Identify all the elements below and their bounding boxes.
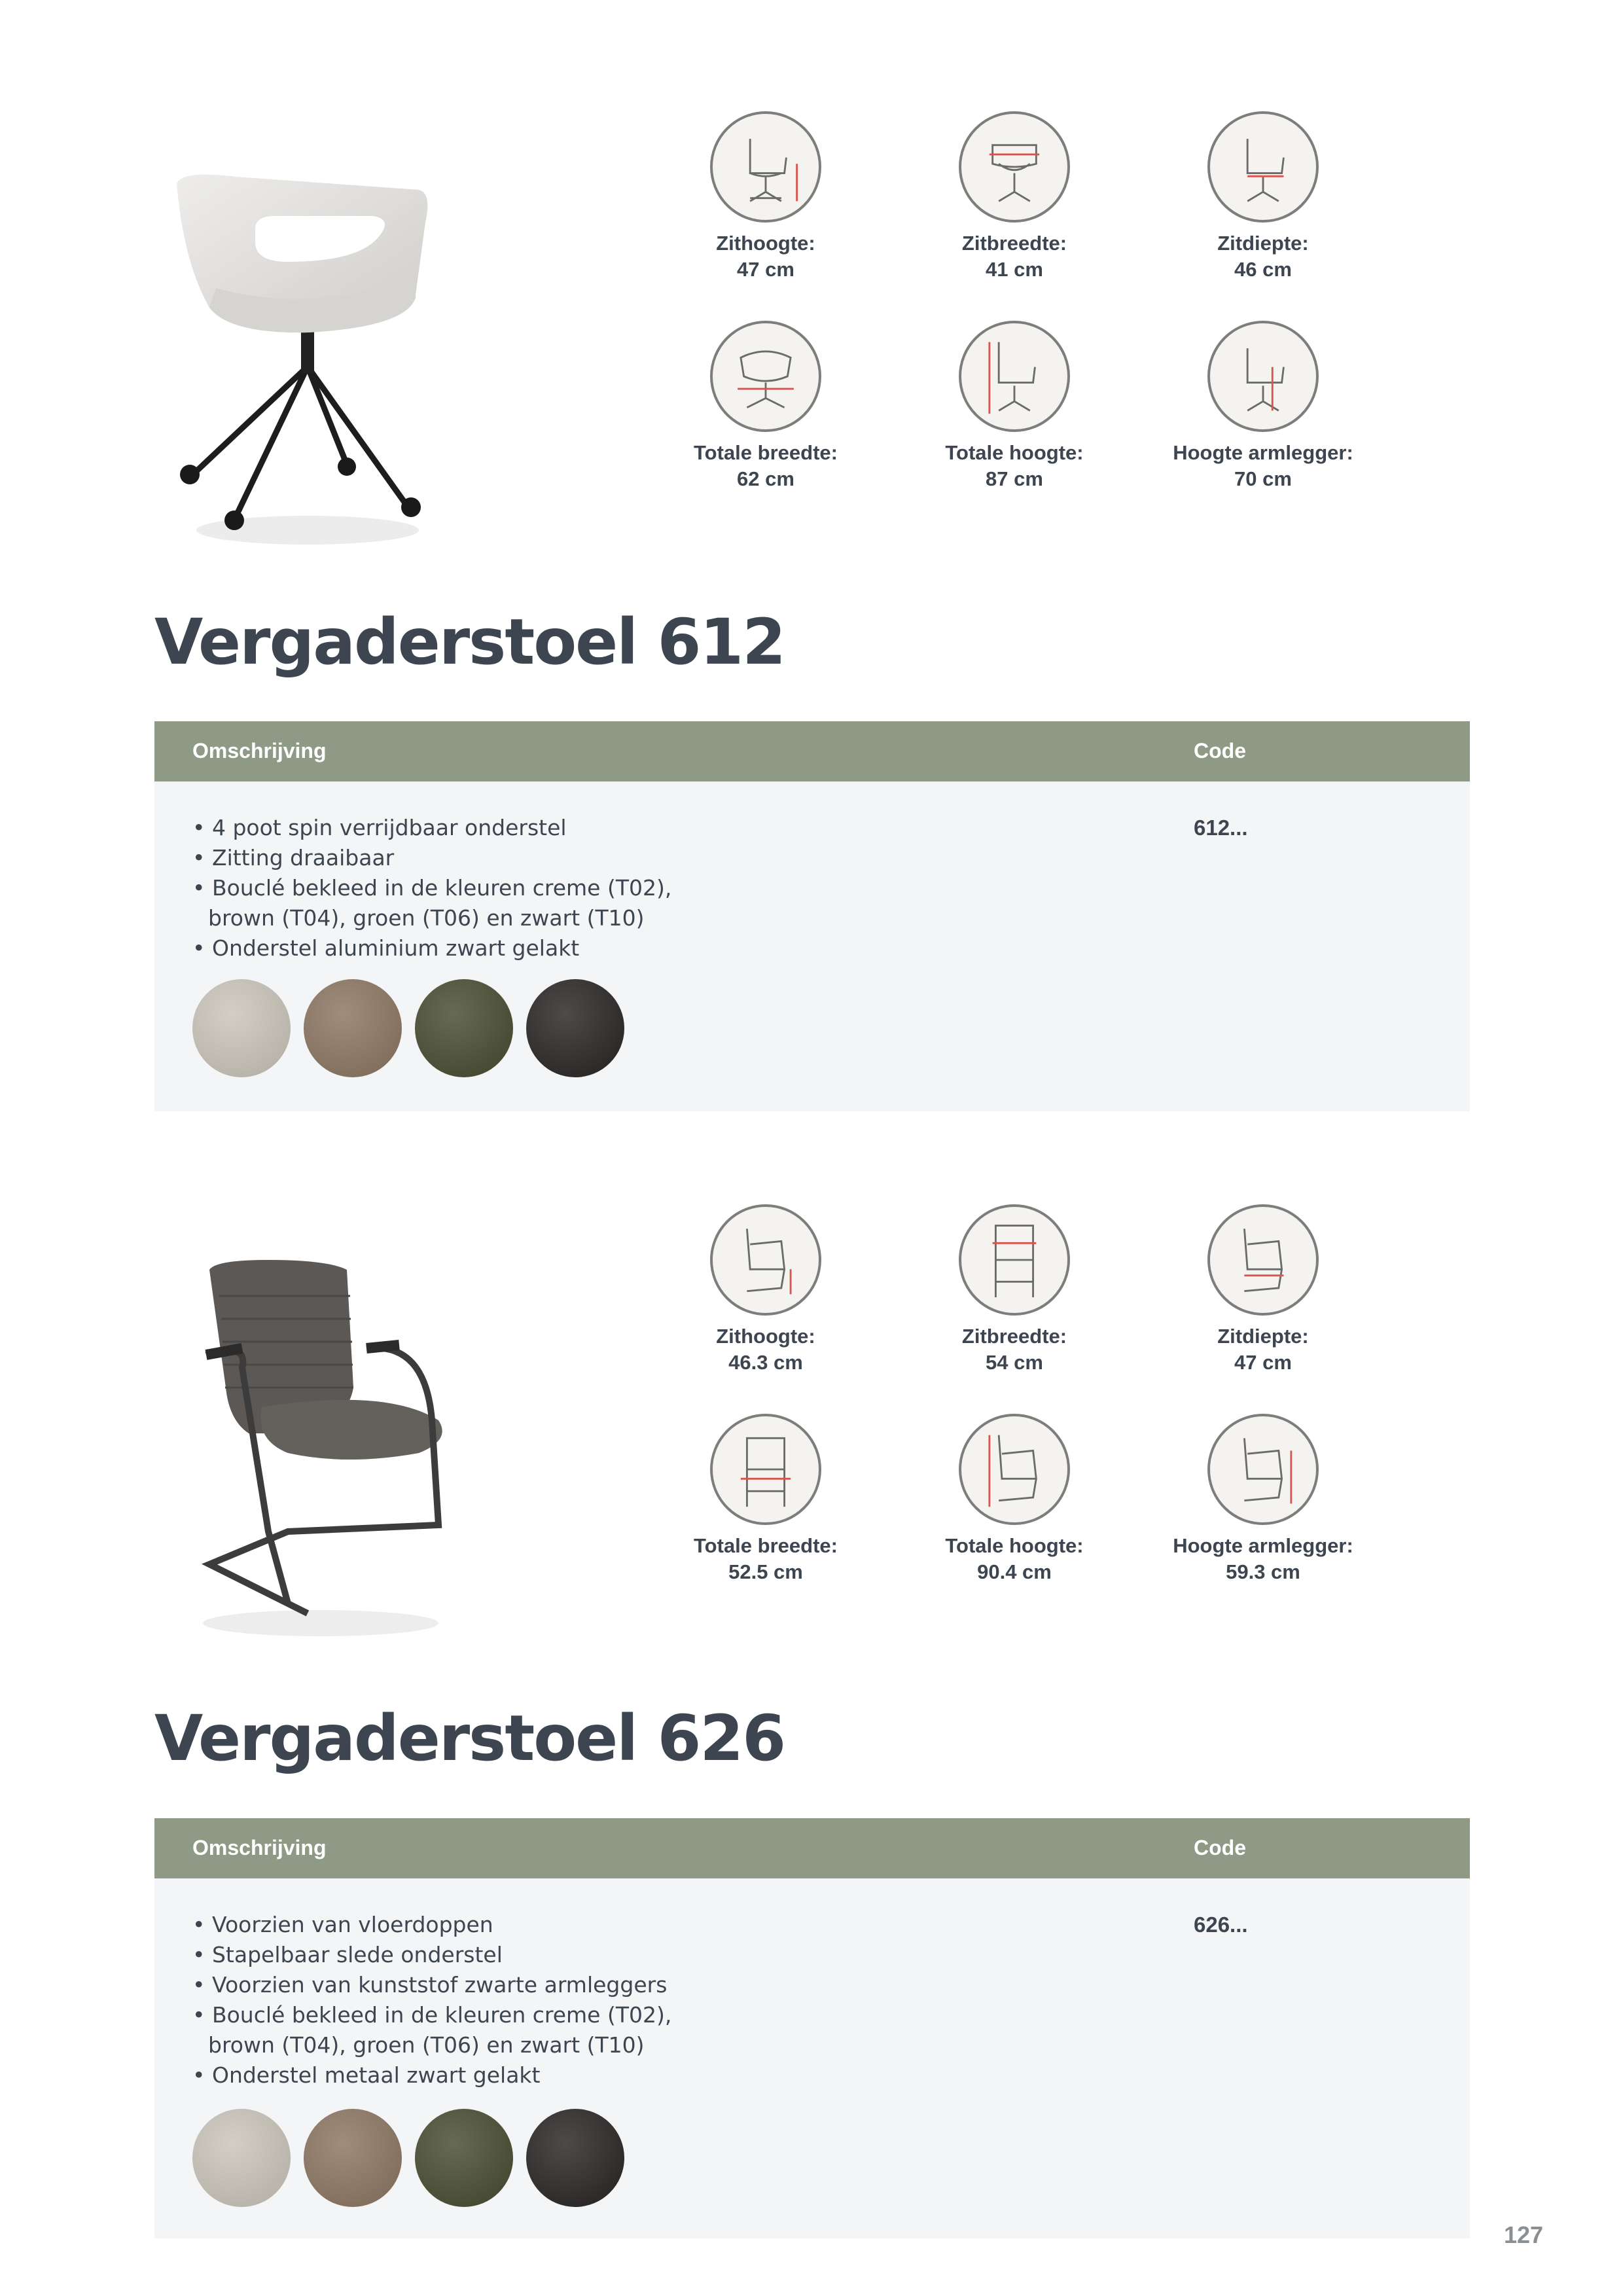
swatch-green <box>415 2109 513 2207</box>
spec-armrest-height <box>1139 1414 1387 1585</box>
swatch-black <box>526 979 624 1077</box>
product-title: Vergaderstoel 626 <box>154 1702 785 1775</box>
spec-label: Zithoogte: <box>716 232 815 255</box>
total-height-icon <box>959 1414 1070 1525</box>
description-item: • Voorzien van kunststof zwarte armleggers <box>192 1970 690 2000</box>
spec-value: 62 cm <box>737 467 794 490</box>
spec-total-width <box>641 1414 890 1585</box>
spec-value: 47 cm <box>1234 1351 1292 1374</box>
spec-label: Zitbreedte: <box>961 232 1067 255</box>
spec-seat-height <box>641 111 890 283</box>
product-title: Vergaderstoel 612 <box>154 605 785 679</box>
spec-total-height <box>890 1414 1139 1585</box>
spec-label: Totale breedte: <box>694 441 838 464</box>
spec-value: 70 cm <box>1234 467 1292 490</box>
spec-seat-width <box>890 111 1139 283</box>
header-code: Code <box>1194 739 1246 762</box>
spec-label: Zithoogte: <box>716 1325 815 1348</box>
table-body <box>154 1878 1470 2238</box>
table-header <box>154 1818 1470 1878</box>
total-height-icon <box>959 321 1070 432</box>
spec-label: Hoogte armlegger: <box>1173 1534 1353 1557</box>
armrest-height-icon <box>1207 321 1319 432</box>
product-code: 626... <box>1194 1912 1248 1937</box>
seat-width-icon <box>959 1204 1070 1316</box>
swatch-creme <box>192 979 291 1077</box>
description-item: • Bouclé bekleed in de kleuren creme (T02), brown (T04), groen (T06) en zwart (T10) <box>192 873 690 933</box>
seat-width-icon <box>959 111 1070 223</box>
spec-armrest-height <box>1139 321 1387 492</box>
spec-value: 59.3 cm <box>1226 1560 1300 1583</box>
description-list <box>192 813 690 963</box>
chair-612-photo <box>157 164 445 556</box>
swatch-brown <box>304 2109 402 2207</box>
spec-label: Zitbreedte: <box>961 1325 1067 1348</box>
spec-label: Zitdiepte: <box>1217 232 1309 255</box>
description-item: • Voorzien van vloerdoppen <box>192 1910 690 1940</box>
seat-height-icon <box>710 111 821 223</box>
spec-seat-width <box>890 1204 1139 1376</box>
description-item: • Stapelbaar slede onderstel <box>192 1940 690 1970</box>
total-width-icon <box>710 1414 821 1525</box>
spec-seat-height <box>641 1204 890 1376</box>
total-width-icon <box>710 321 821 432</box>
description-item: • Onderstel metaal zwart gelakt <box>192 2060 690 2090</box>
spec-seat-depth <box>1139 111 1387 283</box>
spec-value: 47 cm <box>737 258 794 281</box>
spec-value: 87 cm <box>986 467 1043 490</box>
color-swatches <box>192 2109 624 2207</box>
swatch-green <box>415 979 513 1077</box>
spec-label: Zitdiepte: <box>1217 1325 1309 1348</box>
spec-value: 52.5 cm <box>728 1560 803 1583</box>
product-code: 612... <box>1194 816 1248 840</box>
specs-612 <box>641 111 1400 517</box>
spec-label: Totale hoogte: <box>945 1534 1084 1557</box>
color-swatches <box>192 979 624 1077</box>
spec-value: 54 cm <box>986 1351 1043 1374</box>
table-header <box>154 721 1470 781</box>
seat-depth-icon <box>1207 1204 1319 1316</box>
description-item: • 4 poot spin verrijdbaar onderstel <box>192 813 690 843</box>
spec-total-width <box>641 321 890 492</box>
spec-value: 41 cm <box>986 258 1043 281</box>
armrest-height-icon <box>1207 1414 1319 1525</box>
swatch-creme <box>192 2109 291 2207</box>
table-body <box>154 781 1470 1111</box>
swatch-black <box>526 2109 624 2207</box>
description-item: • Onderstel aluminium zwart gelakt <box>192 933 690 963</box>
spec-total-height <box>890 321 1139 492</box>
swatch-brown <box>304 979 402 1077</box>
spec-seat-depth <box>1139 1204 1387 1376</box>
spec-value: 90.4 cm <box>977 1560 1052 1583</box>
description-list <box>192 1910 690 2090</box>
header-code: Code <box>1194 1836 1246 1859</box>
header-description: Omschrijving <box>192 1836 327 1859</box>
spec-label: Totale hoogte: <box>945 441 1084 464</box>
spec-value: 46.3 cm <box>728 1351 803 1374</box>
spec-value: 46 cm <box>1234 258 1292 281</box>
spec-label: Totale breedte: <box>694 1534 838 1557</box>
specs-626 <box>641 1204 1400 1610</box>
description-item: • Zitting draaibaar <box>192 843 690 873</box>
page-number: 127 <box>1504 2221 1544 2248</box>
seat-height-icon <box>710 1204 821 1316</box>
description-item: • Bouclé bekleed in de kleuren creme (T02), brown (T04), groen (T06) en zwart (T10) <box>192 2000 690 2060</box>
header-description: Omschrijving <box>192 739 327 762</box>
seat-depth-icon <box>1207 111 1319 223</box>
spec-label: Hoogte armlegger: <box>1173 441 1353 464</box>
chair-626-photo <box>190 1257 491 1649</box>
